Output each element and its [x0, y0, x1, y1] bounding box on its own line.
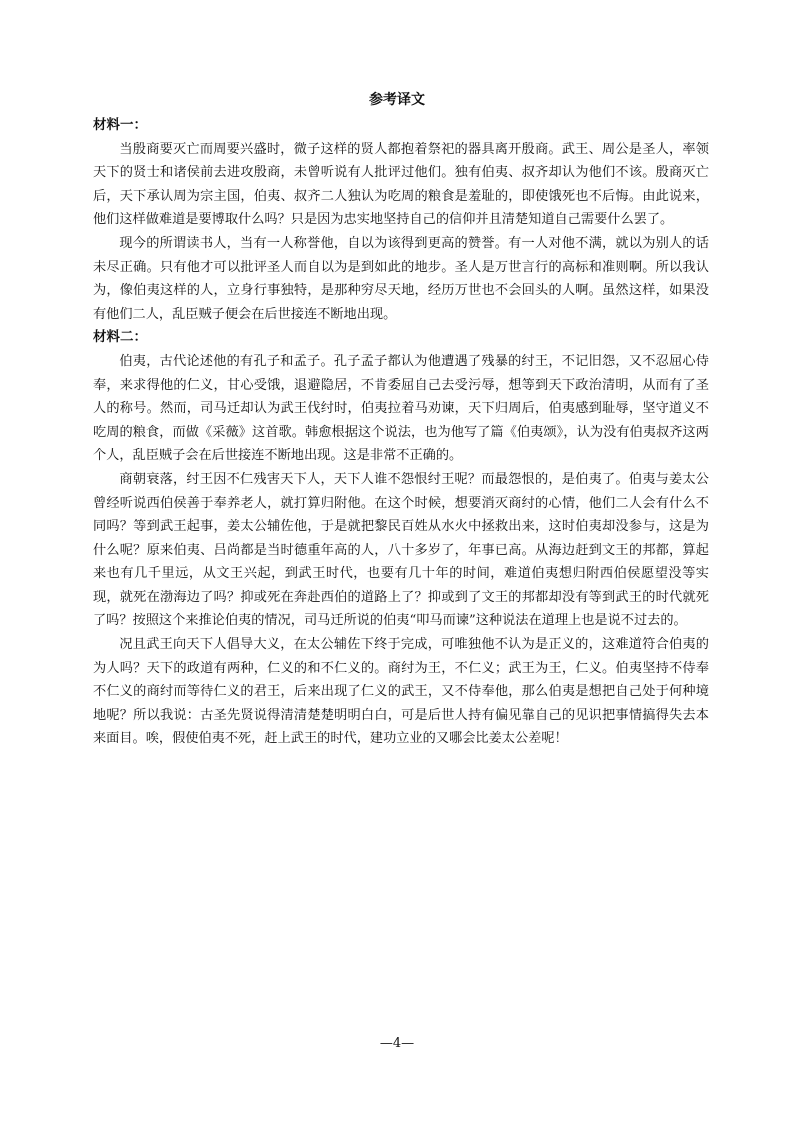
- section-heading-material-2: 材料二：: [93, 329, 147, 346]
- page-title: 参考译文: [369, 92, 425, 108]
- paragraph: 商朝衰落，纣王因不仁残害天下人，天下人谁不怨恨纣王呢？而最怨恨的，是伯夷了。伯夷与姜太公曾经听说西伯侯善于奉养老人，就打算归附他。在这个时候，想要消灭商纣的心情，他们二人会有什么不同吗？等到武王起事，姜太公辅佐他，于是就把黎民百姓从水火中拯救出来，这时伯夷却没参与，这是为什么呢？原来伯夷、吕尚都是当时德重年高的人，八十多岁了，年事已高。从海边赶到文王的邦都，算起来也有几千里远，从文王兴起，到武王时代，也要有几十年的时间，难道伯夷想归附西伯侯愿望没等实现，就死在渤海边了吗？抑或死在奔赴西伯的道路上了？抑或到了文王的邦都却没有等到武王的时代就死了吗？按照这个来推论伯夷的情况，司马迁所说的伯夷“叩马而谏”这种说法在道理上也是说不过去的。: [93, 471, 709, 629]
- paragraph: 况且武王向天下人倡导大义，在太公辅佐下终于完成，可唯独他不认为是正义的，这难道符合伯夷的为人吗？天下的政道有两种，仁义的和不仁义的。商纣为王，不仁义；武王为王，仁义。伯夷坚持不侍奉不仁义的商纣而等待仁义的君王，后来出现了仁义的武王，又不侍奉他，那么伯夷是想把自己处于何种境地呢？所以我说：古圣先贤说得清清楚楚明明白白，可是后世人持有偏见靠自己的见识把事情搞得失去本来面目。唉，假使伯夷不死，赶上武王的时代，建功立业的又哪会比姜太公差呢！: [93, 637, 709, 747]
- section-heading-material-1: 材料一：: [93, 117, 147, 133]
- paragraph: 现今的所谓读书人，当有一人称誉他，自以为该得到更高的赞誉。有一人对他不满，就以为别人的话未尽正确。只有他才可以批评圣人而自以为是到如此的地步。圣人是万世言行的高标和准则啊。所以我认为，像伯夷这样的人，立身行事独特，是那种穷尽天地，经历万世也不会回头的人啊。虽然这样，如果没有他们二人，乱臣贼子便会在后世接连不断地出现。: [93, 235, 709, 322]
- page-number: —4—: [379, 1036, 415, 1051]
- paragraph: 伯夷，古代论述他的有孔子和孟子。孔子孟子都认为他遭遇了残暴的纣王，不记旧怨，又不忍屈心侍奉，来求得他的仁义，甘心受饿，退避隐居，不肯委屈自己去受污辱，想等到天下政治清明，从而有了圣人的称号。然而，司马迁却认为武王伐纣时，伯夷拉着马劝谏，天下归周后，伯夷感到耻辱，坚守道义不吃周的粮食，而做《采薇》这首歌。韩愈根据这个说法，也为他写了篇《伯夷颂》，认为没有伯夷叔齐这两个人，乱臣贼子会在后世接连不断地出现。这是非常不正确的。: [93, 353, 709, 464]
- paragraph: 当殷商要灭亡而周要兴盛时，微子这样的贤人都抱着祭祀的器具离开殷商。武王、周公是圣人，率领天下的贤士和诸侯前去进攻殷商，未曾听说有人批评过他们。独有伯夷、叔齐却认为他们不该。殷商灭亡后，天下承认周为宗主国，伯夷、叔齐二人独认为吃周的粮食是羞耻的，即使饿死也不后悔。由此说来，他们这样做难道是要博取什么吗？只是因为忠实地坚持自己的信仰并且清楚知道自己需要什么罢了。: [93, 141, 709, 228]
- document-body: [93, 114, 709, 751]
